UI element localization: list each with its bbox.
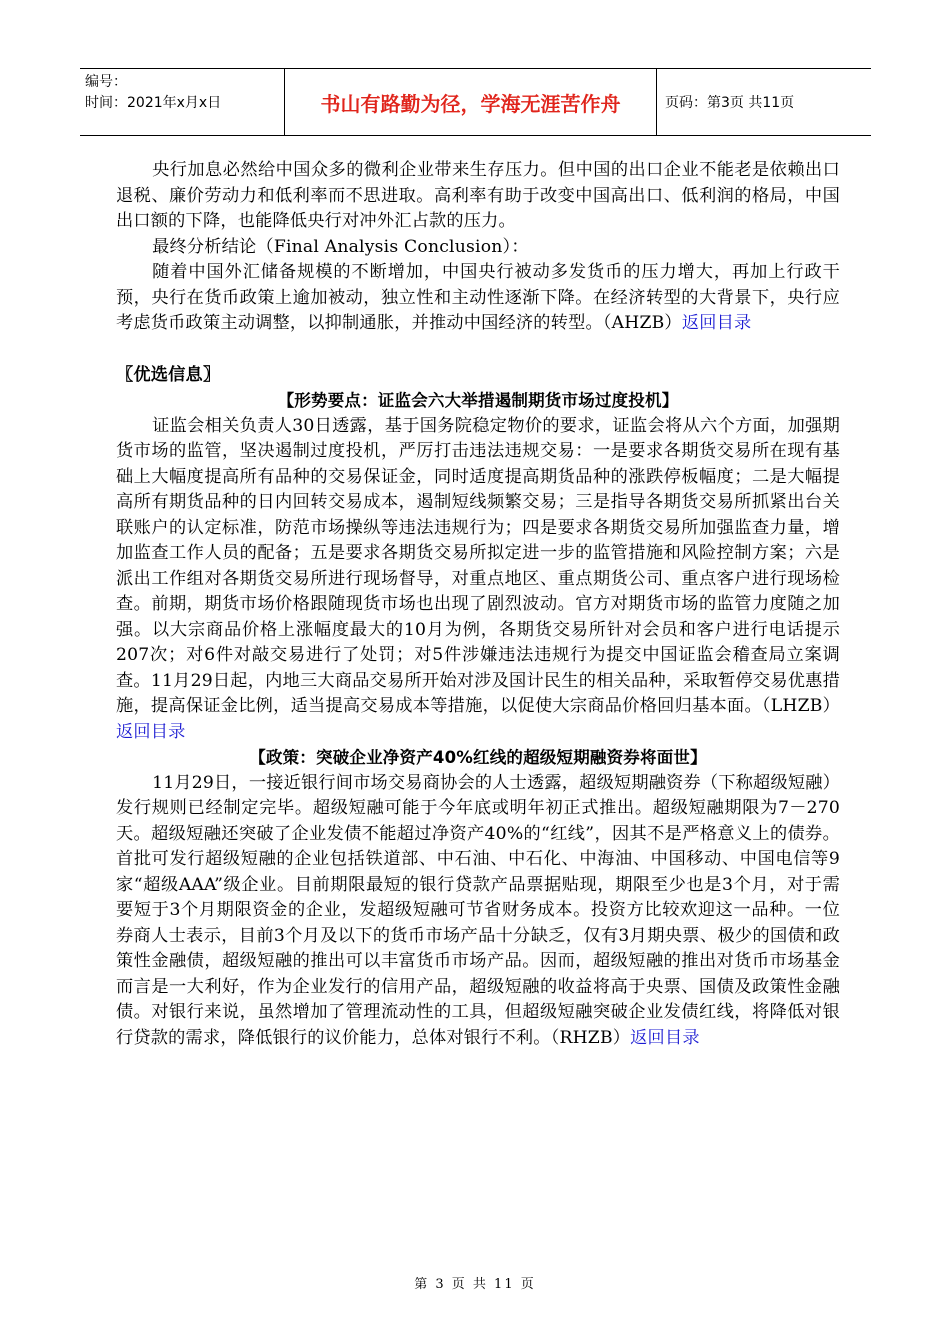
paragraph-text: 证监会相关负责人30日透露，基于国务院稳定物价的要求，证监会将从六个方面，加强期货市场的监管，坚决遏制过度投机，严厉打击违法违规交易：一是要求各期货交易所在现有基础上大幅度提高所有品种的交易保证金，同时适度提高期货品种的涨跌停板幅度；二是大幅提高所有期货品种的日内回转交易成本，遏制短线频繁交易；三是指导各期货交易所抓紧出台关联账户的认定标准，防范市场操纵等违法违规行为；四是要求各期货交易所加强监查力量，增加监查工作人员的配备；五是要求各期货交易所拟定进一步的监管措施和风险控制方案；六是派出工作组对各期货交易所进行现场督导，对重点地区、重点期货公司、重点客户进行现场检查。前期，期货市场价格跟随现货市场也出现了剧烈波动。官方对期货市场的监管力度随之加强。以大宗商品价格上涨幅度最大的10月为例，各期货交易所针对会员和客户进行电话提示207次；对6件对敲交易进行了处罚；对5件涉嫌违法违规行为提交中国证监会稽查局立案调查。11月29日起，内地三大商品交易所开始对涉及国计民生的相关品种，采取暂停交易优惠措施，提高保证金比例，适当提高交易成本等措施，以促使大宗商品价格回归基本面。（LHZB） bbox=[116, 415, 840, 716]
paragraph-text: 随着中国外汇储备规模的不断增加，中国央行被动多发货币的压力增大，再加上行政干预，央行在货币政策上逾加被动，独立性和主动性逐渐下降。在经济转型的大背景下，央行应考虑货币政策主动调整，以抑制通胀，并推动中国经济的转型。（AHZB） bbox=[116, 262, 840, 333]
page-footer: 第 3 页 共 11 页 bbox=[414, 1277, 536, 1292]
paragraph bbox=[116, 260, 840, 337]
page-header bbox=[80, 68, 871, 136]
article-heading: 【形势要点：证监会六大举措遏制期货市场过度投机】 bbox=[277, 391, 679, 410]
section-label: 〖优选信息〗 bbox=[116, 364, 221, 385]
paragraph bbox=[116, 771, 840, 1052]
date-line: 时间：2021年x月x日 bbox=[85, 95, 222, 111]
paragraph bbox=[116, 414, 840, 746]
header-motto: 书山有路勤为径，学海无涯苦作舟 bbox=[284, 69, 657, 135]
article-heading: 【政策：突破企业净资产40%红线的超级短期融资券将面世】 bbox=[249, 748, 707, 767]
document-body bbox=[116, 158, 840, 1051]
back-to-toc-link[interactable]: 返回目录 bbox=[630, 1027, 700, 1048]
doc-number-label: 编号： bbox=[85, 74, 127, 90]
paragraph: 最终分析结论（Final Analysis Conclusion）： bbox=[152, 236, 529, 257]
paragraph: 央行加息必然给中国众多的微利企业带来生存压力。但中国的出口企业不能老是依赖出口退税、廉价劳动力和低利率而不思进取。高利率有助于改变中国高出口、低利润的格局，中国出口额的下降，也能降低央行对冲外汇占款的压力。 bbox=[116, 160, 840, 231]
back-to-toc-link[interactable]: 返回目录 bbox=[116, 721, 186, 742]
paragraph-text: 11月29日，一接近银行间市场交易商协会的人士透露，超级短期融资券（下称超级短融）发行规则已经制定完毕。超级短融可能于今年底或明年初正式推出。超级短融期限为7－270天。超级短融还突破了企业发债不能超过净资产40%的“红线”，因其不是严格意义上的债券。首批可发行超级短融的企业包括铁道部、中石油、中石化、中海油、中国移动、中国电信等9家“超级AAA”级企业。目前期限最短的银行贷款产品票据贴现，期限至少也是3个月，对于需要短于3个月期限资金的企业，发超级短融可节省财务成本。投资方比较欢迎这一品种。一位券商人士表示，目前3个月及以下的货币市场产品十分缺乏，仅有3月期央票、极少的国债和政策性金融债，超级短融的推出可以丰富货币市场产品。因而，超级短融的推出对货币市场基金而言是一大利好，作为企业发行的信用产品，超级短融的收益将高于央票、国债及政策性金融债。对银行来说，虽然增加了管理流动性的工具，但超级短融突破企业发债红线，将降低对银行贷款的需求，降低银行的议价能力，总体对银行不利。（RHZB） bbox=[116, 772, 840, 1048]
header-page-info: 页码：第3页 共11页 bbox=[665, 95, 795, 111]
header-meta bbox=[80, 69, 284, 135]
back-to-toc-link[interactable]: 返回目录 bbox=[681, 313, 752, 333]
